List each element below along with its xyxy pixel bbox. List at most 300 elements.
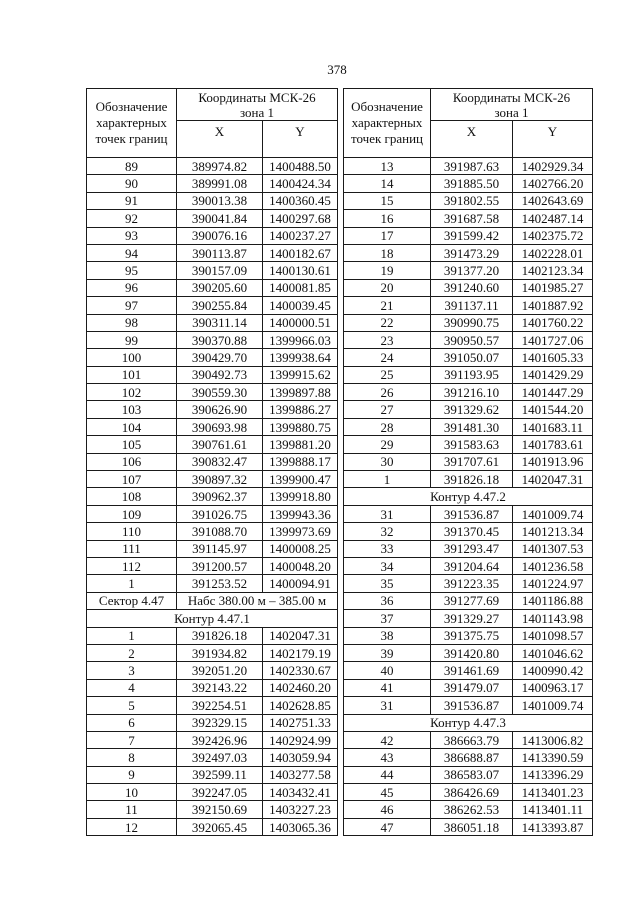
point-row xyxy=(344,244,593,261)
y-coordinate: 1402628.85 xyxy=(263,697,338,714)
y-coordinate: 1413401.23 xyxy=(513,784,593,801)
point-row xyxy=(87,540,338,557)
y-coordinate: 1400008.25 xyxy=(263,540,338,557)
y-coordinate: 1400081.85 xyxy=(263,279,338,296)
point-row xyxy=(344,627,593,644)
point-row xyxy=(344,297,593,314)
x-coordinate: 390205.60 xyxy=(177,279,263,296)
point-id: 109 xyxy=(87,505,177,522)
point-id: 6 xyxy=(87,714,177,731)
point-id: 42 xyxy=(344,731,431,748)
point-id: 40 xyxy=(344,662,431,679)
x-coordinate: 389991.08 xyxy=(177,175,263,192)
point-id: 112 xyxy=(87,557,177,574)
x-coordinate: 391200.57 xyxy=(177,557,263,574)
point-row xyxy=(344,575,593,592)
point-id: 8 xyxy=(87,749,177,766)
x-coordinate: 392329.15 xyxy=(177,714,263,731)
x-coordinate: 390990.75 xyxy=(431,314,513,331)
point-id: 21 xyxy=(344,297,431,314)
point-row xyxy=(344,801,593,818)
y-coordinate: 1400182.67 xyxy=(263,244,338,261)
x-coordinate: 391293.47 xyxy=(431,540,513,557)
x-coordinate: 392254.51 xyxy=(177,697,263,714)
coordinates-table-left xyxy=(86,88,338,836)
point-id: 98 xyxy=(87,314,177,331)
point-designation-header: Обозначение характерных точек границ xyxy=(87,89,177,158)
point-row xyxy=(87,158,338,175)
sector-row xyxy=(87,592,338,609)
table-body xyxy=(87,158,338,836)
y-coordinate: 1413396.29 xyxy=(513,766,593,783)
point-row xyxy=(344,210,593,227)
point-row xyxy=(344,784,593,801)
x-coordinate: 391934.82 xyxy=(177,644,263,661)
point-row xyxy=(87,227,338,244)
x-coordinate: 391687.58 xyxy=(431,210,513,227)
x-coordinate: 391145.97 xyxy=(177,540,263,557)
point-id: 31 xyxy=(344,505,431,522)
x-coordinate: 391375.75 xyxy=(431,627,513,644)
point-row xyxy=(344,331,593,348)
y-coordinate: 1401236.58 xyxy=(513,557,593,574)
y-coordinate: 1402123.34 xyxy=(513,262,593,279)
x-coordinate: 391193.95 xyxy=(431,366,513,383)
y-coordinate: 1399938.64 xyxy=(263,349,338,366)
x-coordinate: 391050.07 xyxy=(431,349,513,366)
point-row xyxy=(87,644,338,661)
y-coordinate: 1401224.97 xyxy=(513,575,593,592)
point-row xyxy=(87,662,338,679)
point-row xyxy=(344,557,593,574)
x-coordinate: 390113.87 xyxy=(177,244,263,261)
x-coordinate: 386688.87 xyxy=(431,749,513,766)
sector-elevation: Набс 380.00 м – 385.00 м xyxy=(177,592,338,609)
table-header xyxy=(87,89,338,158)
point-row xyxy=(87,627,338,644)
point-id: 100 xyxy=(87,349,177,366)
point-row xyxy=(344,662,593,679)
point-id: 103 xyxy=(87,401,177,418)
point-id: 47 xyxy=(344,818,431,835)
x-coordinate: 390897.32 xyxy=(177,471,263,488)
x-coordinate: 390693.98 xyxy=(177,418,263,435)
point-id: 23 xyxy=(344,331,431,348)
x-coordinate: 390950.57 xyxy=(431,331,513,348)
point-id: 16 xyxy=(344,210,431,227)
x-coordinate: 391826.18 xyxy=(431,471,513,488)
y-coordinate: 1399897.88 xyxy=(263,384,338,401)
point-row xyxy=(87,384,338,401)
point-id: 12 xyxy=(87,818,177,835)
x-coordinate: 392150.69 xyxy=(177,801,263,818)
point-id: 22 xyxy=(344,314,431,331)
y-coordinate: 1401985.27 xyxy=(513,279,593,296)
point-id: 38 xyxy=(344,627,431,644)
x-coordinate: 386262.53 xyxy=(431,801,513,818)
point-row xyxy=(344,749,593,766)
point-id: 31 xyxy=(344,697,431,714)
y-coordinate: 1399966.03 xyxy=(263,331,338,348)
x-coordinate: 392065.45 xyxy=(177,818,263,835)
point-id: 2 xyxy=(87,644,177,661)
point-id: 111 xyxy=(87,540,177,557)
y-coordinate: 1400424.34 xyxy=(263,175,338,192)
point-id: 46 xyxy=(344,801,431,818)
point-row xyxy=(344,401,593,418)
point-row xyxy=(87,731,338,748)
point-id: 17 xyxy=(344,227,431,244)
x-coordinate: 391329.27 xyxy=(431,610,513,627)
y-coordinate: 1400000.51 xyxy=(263,314,338,331)
page-number: 378 xyxy=(327,62,347,77)
x-coordinate: 391204.64 xyxy=(431,557,513,574)
y-coordinate: 1402460.20 xyxy=(263,679,338,696)
y-coordinate: 1403065.36 xyxy=(263,818,338,835)
point-row xyxy=(344,453,593,470)
y-coordinate: 1403277.58 xyxy=(263,766,338,783)
x-coordinate: 390832.47 xyxy=(177,453,263,470)
x-coordinate: 391026.75 xyxy=(177,505,263,522)
point-row xyxy=(87,366,338,383)
point-row xyxy=(344,227,593,244)
point-row xyxy=(344,697,593,714)
point-row xyxy=(87,575,338,592)
x-coordinate: 390157.09 xyxy=(177,262,263,279)
y-coordinate: 1413393.87 xyxy=(513,818,593,835)
y-coordinate: 1402047.31 xyxy=(263,627,338,644)
x-coordinate: 391707.61 xyxy=(431,453,513,470)
y-coordinate: 1400360.45 xyxy=(263,192,338,209)
y-coordinate: 1403432.41 xyxy=(263,784,338,801)
point-row xyxy=(87,279,338,296)
point-row xyxy=(87,714,338,731)
x-coordinate: 391216.10 xyxy=(431,384,513,401)
x-coordinate: 386051.18 xyxy=(431,818,513,835)
x-coordinate: 390559.30 xyxy=(177,384,263,401)
point-row xyxy=(87,210,338,227)
y-coordinate: 1413390.59 xyxy=(513,749,593,766)
y-coordinate: 1401186.88 xyxy=(513,592,593,609)
y-coordinate: 1402643.69 xyxy=(513,192,593,209)
point-id: 41 xyxy=(344,679,431,696)
point-row xyxy=(344,314,593,331)
point-row xyxy=(87,557,338,574)
contour-row xyxy=(344,714,593,731)
point-id: 101 xyxy=(87,366,177,383)
point-id: 1 xyxy=(87,575,177,592)
point-id: 107 xyxy=(87,471,177,488)
x-coordinate: 391223.35 xyxy=(431,575,513,592)
y-coordinate: 1401213.34 xyxy=(513,523,593,540)
y-coordinate: 1401727.06 xyxy=(513,331,593,348)
point-row xyxy=(344,731,593,748)
point-row xyxy=(87,297,338,314)
point-row xyxy=(87,401,338,418)
x-coordinate: 391277.69 xyxy=(431,592,513,609)
y-coordinate: 1401887.92 xyxy=(513,297,593,314)
x-coordinate: 391599.42 xyxy=(431,227,513,244)
point-id: 15 xyxy=(344,192,431,209)
point-row xyxy=(344,679,593,696)
x-coordinate: 392497.03 xyxy=(177,749,263,766)
y-coordinate: 1401009.74 xyxy=(513,505,593,522)
point-row xyxy=(344,158,593,175)
x-coordinate: 386663.79 xyxy=(431,731,513,748)
y-coordinate: 1401307.53 xyxy=(513,540,593,557)
header-row xyxy=(87,89,338,121)
y-coordinate: 1401760.22 xyxy=(513,314,593,331)
y-coordinate: 1401009.74 xyxy=(513,697,593,714)
contour-label: Контур 4.47.2 xyxy=(344,488,593,505)
point-row xyxy=(344,592,593,609)
point-row xyxy=(344,262,593,279)
point-id: 104 xyxy=(87,418,177,435)
y-coordinate: 1402047.31 xyxy=(513,471,593,488)
x-coordinate: 390761.61 xyxy=(177,436,263,453)
table-body xyxy=(344,158,593,836)
y-coordinate: 1402924.99 xyxy=(263,731,338,748)
point-row xyxy=(87,175,338,192)
point-id: 27 xyxy=(344,401,431,418)
point-id: 106 xyxy=(87,453,177,470)
point-id: 28 xyxy=(344,418,431,435)
x-coordinate: 392599.11 xyxy=(177,766,263,783)
point-id: 96 xyxy=(87,279,177,296)
y-coordinate: 1401143.98 xyxy=(513,610,593,627)
x-coordinate: 390255.84 xyxy=(177,297,263,314)
y-coordinate: 1402766.20 xyxy=(513,175,593,192)
x-coordinate: 391253.52 xyxy=(177,575,263,592)
point-row xyxy=(344,471,593,488)
coordinates-system-header: Координаты МСК-26 зона 1 xyxy=(431,89,593,121)
point-row xyxy=(87,418,338,435)
x-coordinate: 390076.16 xyxy=(177,227,263,244)
point-row xyxy=(87,453,338,470)
point-id: 26 xyxy=(344,384,431,401)
point-id: 4 xyxy=(87,679,177,696)
point-id: 3 xyxy=(87,662,177,679)
point-row xyxy=(87,192,338,209)
x-coordinate: 391420.80 xyxy=(431,644,513,661)
point-id: 36 xyxy=(344,592,431,609)
table-header xyxy=(344,89,593,158)
y-coordinate: 1400488.50 xyxy=(263,158,338,175)
y-coordinate: 1413006.82 xyxy=(513,731,593,748)
point-id: 35 xyxy=(344,575,431,592)
y-coordinate: 1402751.33 xyxy=(263,714,338,731)
point-row xyxy=(344,384,593,401)
y-coordinate: 1400963.17 xyxy=(513,679,593,696)
point-id: 92 xyxy=(87,210,177,227)
x-coordinate: 392247.05 xyxy=(177,784,263,801)
y-coordinate: 1400048.20 xyxy=(263,557,338,574)
contour-label: Контур 4.47.1 xyxy=(87,610,338,627)
point-row xyxy=(87,801,338,818)
point-row xyxy=(344,610,593,627)
point-id: 20 xyxy=(344,279,431,296)
point-id: 99 xyxy=(87,331,177,348)
x-coordinate: 392143.22 xyxy=(177,679,263,696)
x-coordinate: 390626.90 xyxy=(177,401,263,418)
point-row xyxy=(344,418,593,435)
y-coordinate: 1399881.20 xyxy=(263,436,338,453)
x-coordinate: 391536.87 xyxy=(431,697,513,714)
x-coordinate: 391479.07 xyxy=(431,679,513,696)
y-coordinate: 1403227.23 xyxy=(263,801,338,818)
y-coordinate: 1400130.61 xyxy=(263,262,338,279)
x-coordinate: 391481.30 xyxy=(431,418,513,435)
coordinates-table-right xyxy=(343,88,593,836)
point-row xyxy=(87,331,338,348)
y-coordinate: 1400990.42 xyxy=(513,662,593,679)
point-row xyxy=(344,192,593,209)
contour-label: Контур 4.47.3 xyxy=(344,714,593,731)
x-column-header: X xyxy=(177,121,263,158)
point-id: 10 xyxy=(87,784,177,801)
y-coordinate: 1401683.11 xyxy=(513,418,593,435)
x-coordinate: 390311.14 xyxy=(177,314,263,331)
point-id: 110 xyxy=(87,523,177,540)
y-coordinate: 1413401.11 xyxy=(513,801,593,818)
x-coordinate: 390962.37 xyxy=(177,488,263,505)
point-id: 32 xyxy=(344,523,431,540)
x-coordinate: 390041.84 xyxy=(177,210,263,227)
x-coordinate: 391826.18 xyxy=(177,627,263,644)
point-row xyxy=(344,644,593,661)
point-id: 45 xyxy=(344,784,431,801)
x-coordinate: 391802.55 xyxy=(431,192,513,209)
y-coordinate: 1402228.01 xyxy=(513,244,593,261)
point-id: 44 xyxy=(344,766,431,783)
y-column-header: Y xyxy=(263,121,338,158)
point-id: 30 xyxy=(344,453,431,470)
y-coordinate: 1400297.68 xyxy=(263,210,338,227)
y-coordinate: 1401913.96 xyxy=(513,453,593,470)
x-coordinate: 392426.96 xyxy=(177,731,263,748)
x-coordinate: 390013.38 xyxy=(177,192,263,209)
point-id: 33 xyxy=(344,540,431,557)
x-coordinate: 386426.69 xyxy=(431,784,513,801)
x-coordinate: 391461.69 xyxy=(431,662,513,679)
y-coordinate: 1402487.14 xyxy=(513,210,593,227)
x-coordinate: 391137.11 xyxy=(431,297,513,314)
header-row xyxy=(344,89,593,121)
y-coordinate: 1399888.17 xyxy=(263,453,338,470)
x-coordinate: 391536.87 xyxy=(431,505,513,522)
x-coordinate: 391370.45 xyxy=(431,523,513,540)
point-row xyxy=(344,766,593,783)
x-coordinate: 391377.20 xyxy=(431,262,513,279)
point-id: 105 xyxy=(87,436,177,453)
contour-row xyxy=(344,488,593,505)
y-coordinate: 1401046.62 xyxy=(513,644,593,661)
point-id: 1 xyxy=(87,627,177,644)
sector-label: Сектор 4.47 xyxy=(87,592,177,609)
x-coordinate: 391583.63 xyxy=(431,436,513,453)
x-coordinate: 386583.07 xyxy=(431,766,513,783)
point-id: 13 xyxy=(344,158,431,175)
point-row xyxy=(344,349,593,366)
point-id: 7 xyxy=(87,731,177,748)
x-coordinate: 391240.60 xyxy=(431,279,513,296)
point-id: 97 xyxy=(87,297,177,314)
point-row xyxy=(87,679,338,696)
y-coordinate: 1399880.75 xyxy=(263,418,338,435)
point-row xyxy=(87,262,338,279)
point-row xyxy=(87,314,338,331)
x-coordinate: 391473.29 xyxy=(431,244,513,261)
y-coordinate: 1399943.36 xyxy=(263,505,338,522)
point-id: 34 xyxy=(344,557,431,574)
point-id: 37 xyxy=(344,610,431,627)
y-coordinate: 1399900.47 xyxy=(263,471,338,488)
point-row xyxy=(87,436,338,453)
point-row xyxy=(87,244,338,261)
y-coordinate: 1402375.72 xyxy=(513,227,593,244)
contour-row xyxy=(87,610,338,627)
y-coordinate: 1401544.20 xyxy=(513,401,593,418)
x-column-header: X xyxy=(431,121,513,158)
y-coordinate: 1402929.34 xyxy=(513,158,593,175)
y-coordinate: 1402330.67 xyxy=(263,662,338,679)
point-id: 95 xyxy=(87,262,177,279)
y-column-header: Y xyxy=(513,121,593,158)
y-coordinate: 1399973.69 xyxy=(263,523,338,540)
point-id: 14 xyxy=(344,175,431,192)
y-coordinate: 1399915.62 xyxy=(263,366,338,383)
x-coordinate: 390370.88 xyxy=(177,331,263,348)
point-row xyxy=(87,818,338,835)
x-coordinate: 389974.82 xyxy=(177,158,263,175)
point-row xyxy=(344,818,593,835)
y-coordinate: 1399886.27 xyxy=(263,401,338,418)
point-row xyxy=(87,523,338,540)
y-coordinate: 1400039.45 xyxy=(263,297,338,314)
x-coordinate: 390492.73 xyxy=(177,366,263,383)
point-id: 24 xyxy=(344,349,431,366)
point-id: 90 xyxy=(87,175,177,192)
point-id: 89 xyxy=(87,158,177,175)
point-row xyxy=(344,540,593,557)
point-row xyxy=(87,749,338,766)
y-coordinate: 1400237.27 xyxy=(263,227,338,244)
x-coordinate: 391987.63 xyxy=(431,158,513,175)
point-id: 11 xyxy=(87,801,177,818)
y-coordinate: 1401098.57 xyxy=(513,627,593,644)
point-row xyxy=(87,505,338,522)
point-id: 25 xyxy=(344,366,431,383)
coordinates-system-header: Координаты МСК-26 зона 1 xyxy=(177,89,338,121)
point-id: 9 xyxy=(87,766,177,783)
point-row xyxy=(87,697,338,714)
y-coordinate: 1401429.29 xyxy=(513,366,593,383)
y-coordinate: 1401605.33 xyxy=(513,349,593,366)
x-coordinate: 390429.70 xyxy=(177,349,263,366)
point-id: 18 xyxy=(344,244,431,261)
point-id: 94 xyxy=(87,244,177,261)
point-row xyxy=(87,349,338,366)
x-coordinate: 391329.62 xyxy=(431,401,513,418)
point-id: 43 xyxy=(344,749,431,766)
x-coordinate: 392051.20 xyxy=(177,662,263,679)
point-designation-header: Обозначение характерных точек границ xyxy=(344,89,431,158)
point-row xyxy=(87,784,338,801)
y-coordinate: 1402179.19 xyxy=(263,644,338,661)
x-coordinate: 391885.50 xyxy=(431,175,513,192)
y-coordinate: 1401447.29 xyxy=(513,384,593,401)
point-row xyxy=(344,436,593,453)
